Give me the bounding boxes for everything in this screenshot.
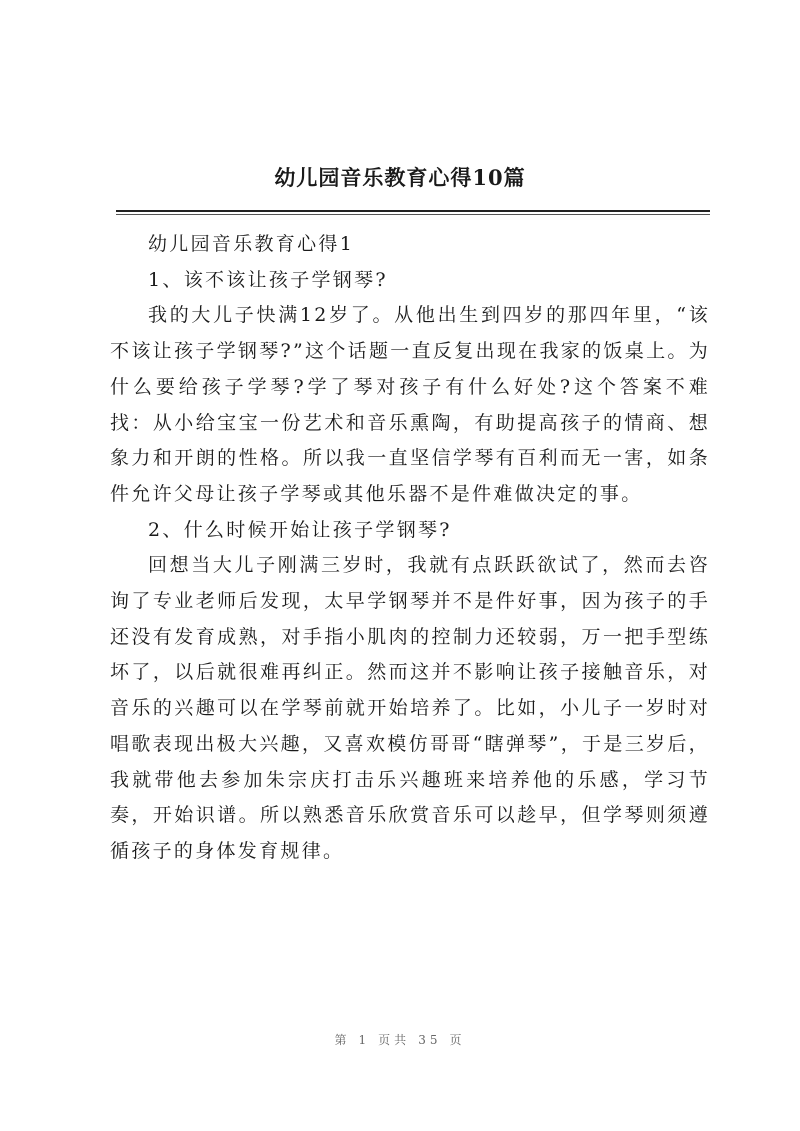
footer-suffix: 页	[449, 1033, 466, 1047]
title-divider-thin	[116, 214, 710, 215]
document-title: 幼儿园音乐教育心得10篇	[274, 165, 526, 190]
document-body	[110, 227, 710, 870]
section-heading: 幼儿园音乐教育心得1	[148, 233, 355, 255]
footer-middle: 页共	[378, 1033, 411, 1047]
title-divider	[116, 210, 710, 212]
footer-prefix: 第	[334, 1033, 351, 1047]
footer-total-pages: 35	[418, 1033, 442, 1047]
paragraph-1: 我的大儿子快满12岁了。从他出生到四岁的那四年里，“该不该让孩子学钢琴?”这个话题一直反复出现在我家的饭桌上。为什么要给孩子学琴?学了琴对孩子有什么好处?这个答案不难找：从小给宝宝一份艺术和音乐熏陶，有助提高孩子的情商、想象力和开朗的性格。所以我一直坚信学琴有百利而无一害，如条件允许父母让孩子学琴或其他乐器不是件难做决定的事。	[110, 304, 710, 505]
footer-page-number: 1	[358, 1033, 371, 1047]
question-1: 1、该不该让孩子学钢琴?	[148, 268, 388, 291]
paragraph-2: 回想当大儿子刚满三岁时，我就有点跃跃欲试了，然而去咨询了专业老师后发现，太早学钢琴并不是件好事，因为孩子的手还没有发育成熟，对手指小肌肉的控制力还较弱，万一把手型练坏了，以后就很难再纠正。然而这并不影响让孩子接触音乐，对音乐的兴趣可以在学琴前就开始培养了。比如，小儿子一岁时对唱歌表现出极大兴趣，又喜欢模仿哥哥“瞎弹琴”，于是三岁后，我就带他去参加朱宗庆打击乐兴趣班来培养他的乐感，学习节奏，开始识谱。所以熟悉音乐欣赏音乐可以趁早，但学琴则须遵循孩子的身体发育规律。	[110, 554, 710, 862]
question-2: 2、什么时候开始让孩子学钢琴?	[148, 518, 452, 541]
page-footer	[0, 1031, 800, 1048]
